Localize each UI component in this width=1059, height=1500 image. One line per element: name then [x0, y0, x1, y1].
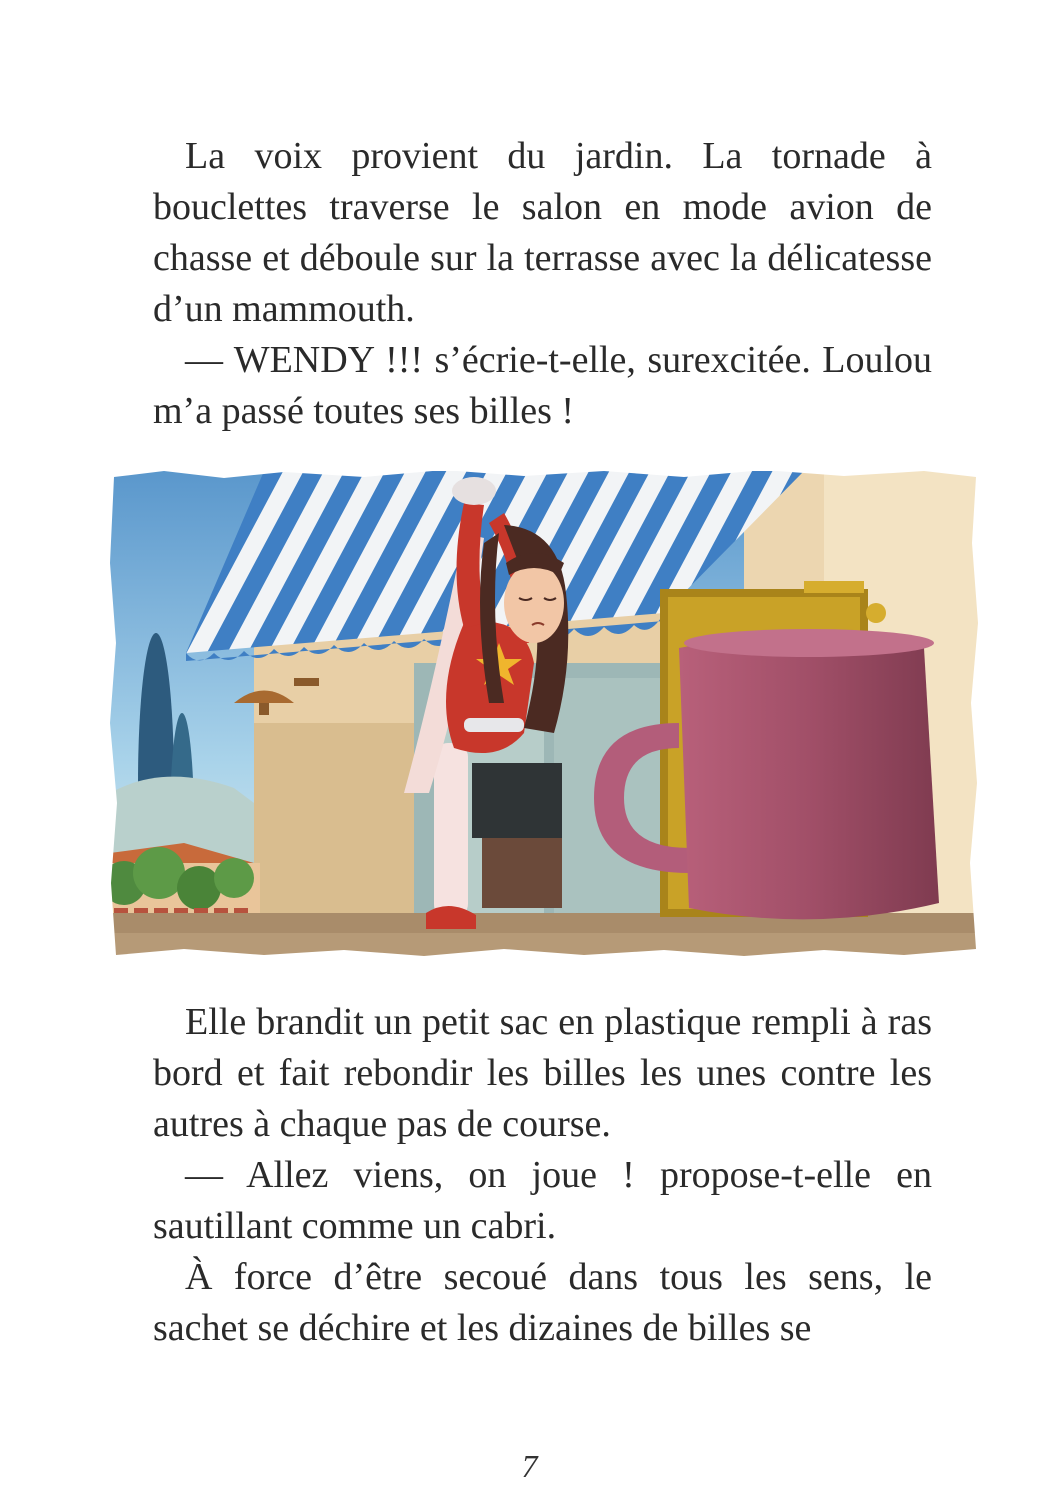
paragraph-4: — Allez viens, on joue ! propose-t-elle en sautillant comme un cabri. [153, 1154, 932, 1247]
paragraph-5: À force d’être secoué dans tous les sens, le sachet se déchire et les dizaines de billes se [153, 1256, 932, 1349]
page-number: 7 [521, 1448, 538, 1484]
tv [472, 763, 562, 838]
paragraph-3: Elle brandit un petit sac en plastique rempli à ras bord et fait rebondir les billes les unes contre les autres à chaque pas de course. [153, 1001, 932, 1145]
paragraph-2: — WENDY !!! s’écrie-t-elle, surexcitée. Loulou m’a passé toutes ses billes ! [153, 339, 932, 432]
story-illustration [104, 463, 984, 963]
paragraph-1: La voix provient du jardin. La tornade à bouclettes traverse le salon en mode avion de chasse et déboule sur la terrasse avec la délicatesse d’un mammouth. [153, 135, 932, 330]
face [504, 563, 564, 643]
